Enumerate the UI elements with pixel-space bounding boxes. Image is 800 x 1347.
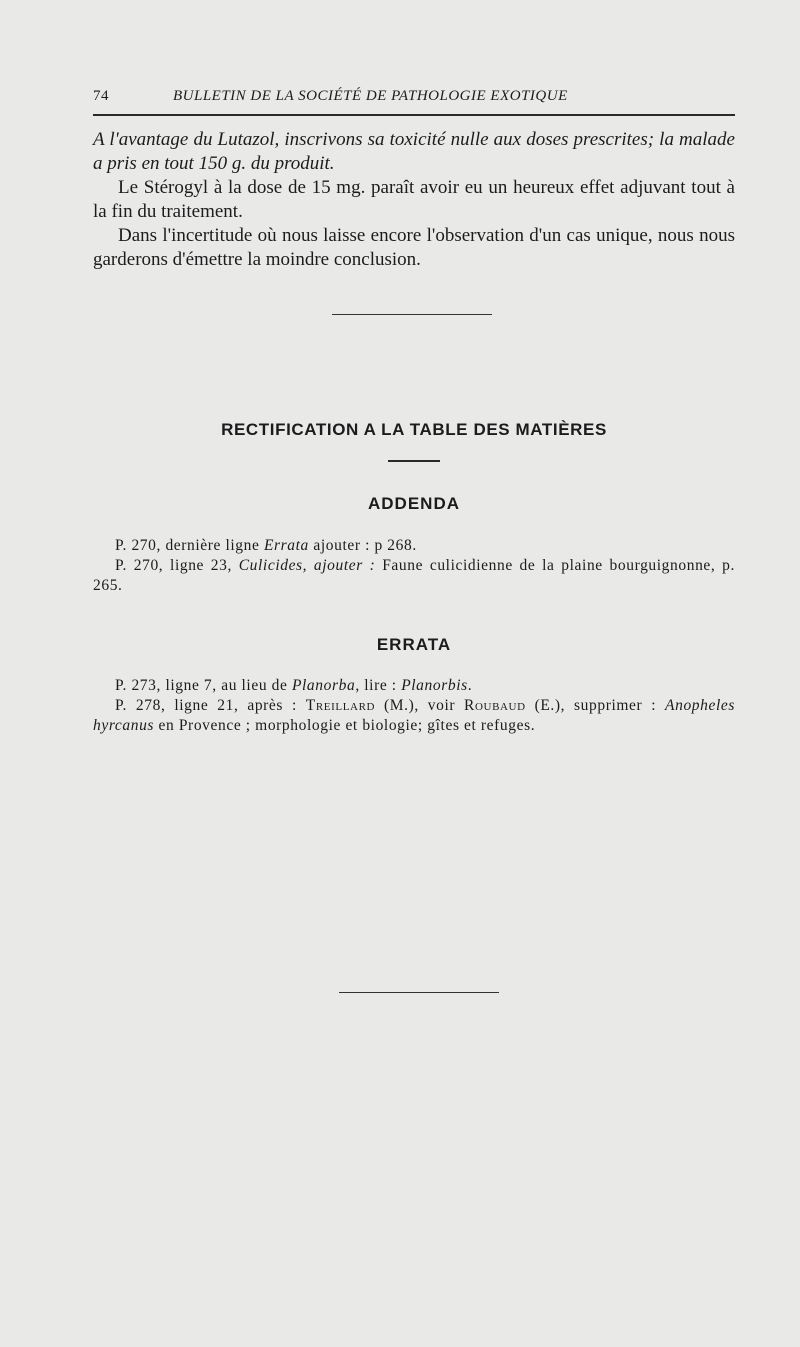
entry-text: ajouter : p 268. [308, 537, 417, 554]
entry-text: (E.), supprimer : [525, 697, 666, 714]
journal-title: BULLETIN DE LA SOCIÉTÉ DE PATHOLOGIE EXOTIQUE [173, 88, 568, 104]
author-name: Treillard [305, 697, 376, 714]
paragraph-lutazol-end: . du produit. [241, 153, 335, 174]
entry-text: P. 278, ligne 21, après : [115, 697, 306, 714]
dose-amount: 150 g [198, 153, 242, 174]
body-text [93, 128, 735, 272]
end-rule [339, 992, 499, 993]
header-rule [93, 114, 735, 116]
section-title: RECTIFICATION A LA TABLE DES MATIÈRES [221, 420, 607, 439]
entry-italic: Planorbis [401, 677, 468, 694]
addenda-list [93, 536, 735, 596]
paragraph-lutazol-text: A l'avantage du Lutazol, inscrivons sa toxicité nulle aux doses prescrites; la malade a pris en tout [93, 129, 735, 174]
entry-text: P. 270, ligne 23, [115, 557, 239, 574]
author-name: Roubaud [464, 697, 526, 714]
entry-text: (M.), voir [375, 697, 465, 714]
entry-text: en Provence ; morphologie et biologie; gîtes et refuges. [154, 717, 536, 734]
title-rule [388, 460, 440, 462]
addenda-entry [93, 536, 735, 556]
addenda-entry [93, 556, 735, 596]
running-head [93, 88, 733, 112]
errata-entry [93, 676, 735, 696]
separator-rule [332, 314, 492, 315]
paragraph-conclusion: Dans l'incertitude où nous laisse encore l'observation d'un cas unique, nous nous garderons d'émettre la moindre conclusion. [93, 225, 735, 270]
errata-entry [93, 696, 735, 736]
paragraph-sterogyl: Le Stérogyl à la dose de 15 mg. paraît avoir eu un heureux effet adjuvant tout à la fin du traitement. [93, 177, 735, 222]
paragraph-lutazol [93, 128, 735, 176]
entry-italic: Errata [263, 537, 309, 554]
entry-text: P. 270, dernière ligne [115, 537, 264, 554]
entry-italic: Planorba [291, 677, 356, 694]
entry-text: P. 273, ligne 7, au lieu de [115, 677, 292, 694]
entry-text: Faune culicidienne de la plaine bourguignonne, p. 265. [93, 557, 735, 594]
entry-text: , lire : [355, 677, 402, 694]
entry-text: . [467, 677, 473, 694]
errata-heading: ERRATA [376, 635, 452, 654]
entry-italic: Anopheles hyrcanus [93, 697, 735, 734]
page-number: 74 [93, 88, 109, 104]
entry-italic: Culicides, ajouter : [238, 557, 376, 574]
errata-list [93, 676, 735, 736]
addenda-heading: ADDENDA [368, 494, 460, 513]
